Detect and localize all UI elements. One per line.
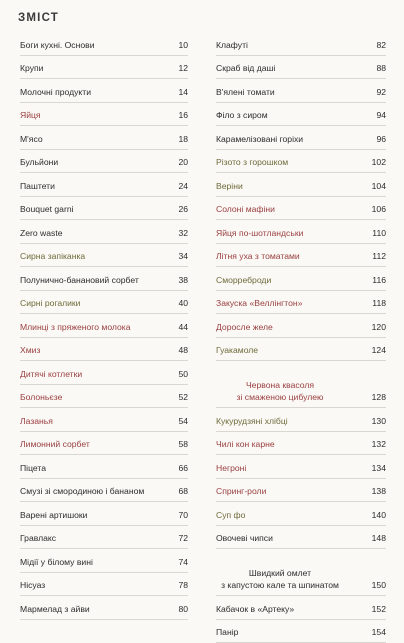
entry-page: 116 (368, 274, 386, 286)
entry-page: 68 (170, 485, 188, 497)
entry-title: М'ясо (20, 133, 43, 145)
entry-title: Нісуаз (20, 579, 45, 591)
entry-title: Піцета (20, 462, 46, 474)
entry-page: 148 (368, 532, 386, 544)
toc-entry[interactable] (216, 103, 386, 127)
entry-page: 140 (368, 509, 386, 521)
entry-page: 58 (170, 438, 188, 450)
entry-title: Кабачок в «Артеку» (216, 603, 294, 615)
entry-title: Яйця по-шотландськи (216, 227, 303, 239)
toc-entry[interactable] (216, 32, 386, 56)
toc-entry[interactable] (216, 314, 386, 338)
entry-page: 152 (368, 603, 386, 615)
entry-title: Гравлакс (20, 532, 56, 544)
entry-title: Полунично-банановий сорбет (20, 274, 139, 286)
toc-entry[interactable] (20, 432, 188, 456)
entry-page: 52 (170, 391, 188, 403)
entry-title: Zero waste (20, 227, 63, 239)
entry-page: 38 (170, 274, 188, 286)
entry-title: Солоні мафіни (216, 203, 275, 215)
entry-title: Панір (216, 626, 238, 638)
toc-entry[interactable] (216, 79, 386, 103)
entry-title: Сирна запіканка (20, 250, 85, 262)
entry-page: 128 (368, 391, 386, 403)
toc-entry[interactable] (216, 244, 386, 268)
contents-left-column (20, 32, 188, 620)
entry-page: 150 (368, 579, 386, 591)
page-title: ЗМІСТ (18, 12, 59, 24)
toc-entry[interactable] (216, 150, 386, 174)
entry-title: Закуска «Веллінгтон» (216, 297, 302, 309)
toc-entry[interactable] (20, 338, 188, 362)
toc-entry[interactable] (20, 126, 188, 150)
toc-entry[interactable] (20, 197, 188, 221)
entry-page: 70 (170, 509, 188, 521)
entry-title: Паштети (20, 180, 55, 192)
entry-page: 106 (368, 203, 386, 215)
entry-page: 10 (170, 39, 188, 51)
entry-page: 32 (170, 227, 188, 239)
entry-title: Мідії у білому вині (20, 556, 93, 568)
toc-entry[interactable] (216, 455, 386, 479)
entry-title: Дитячі котлетки (20, 368, 82, 380)
toc-entry[interactable] (20, 56, 188, 80)
entry-title: Літня уха з томатами (216, 250, 300, 262)
entry-page: 92 (368, 86, 386, 98)
toc-entry[interactable] (216, 361, 386, 408)
entry-page: 96 (368, 133, 386, 145)
entry-title: Гуакамоле (216, 344, 258, 356)
entry-title: Молочні продукти (20, 86, 91, 98)
entry-title: В'ялені томати (216, 86, 275, 98)
entry-page: 16 (170, 109, 188, 121)
toc-entry[interactable] (20, 267, 188, 291)
entry-title: Швидкий омлет з капустою кале та шпинатом (216, 567, 344, 591)
entry-page: 154 (368, 626, 386, 638)
entry-title: Лимонний сорбет (20, 438, 90, 450)
entry-page: 82 (368, 39, 386, 51)
toc-entry[interactable] (20, 408, 188, 432)
entry-page: 134 (368, 462, 386, 474)
toc-entry[interactable] (216, 479, 386, 503)
entry-title: Карамелізовані горіхи (216, 133, 303, 145)
toc-entry[interactable] (216, 432, 386, 456)
entry-title: Мармелад з айви (20, 603, 90, 615)
toc-entry[interactable] (216, 220, 386, 244)
toc-entry[interactable] (20, 32, 188, 56)
entry-page: 72 (170, 532, 188, 544)
entry-page: 12 (170, 62, 188, 74)
entry-title: Бульйони (20, 156, 58, 168)
toc-entry[interactable] (216, 173, 386, 197)
entry-page: 26 (170, 203, 188, 215)
entry-title: Боги кухні. Основи (20, 39, 95, 51)
toc-entry[interactable] (20, 573, 188, 597)
entry-page: 14 (170, 86, 188, 98)
entry-title: Смузі зі смородиною і бананом (20, 485, 144, 497)
entry-page: 124 (368, 344, 386, 356)
toc-entry[interactable] (20, 220, 188, 244)
entry-title: Крупи (20, 62, 43, 74)
entry-page: 88 (368, 62, 386, 74)
entry-page: 110 (368, 227, 386, 239)
toc-entry[interactable] (20, 150, 188, 174)
entry-page: 20 (170, 156, 188, 168)
toc-entry[interactable] (216, 291, 386, 315)
entry-page: 54 (170, 415, 188, 427)
entry-page: 138 (368, 485, 386, 497)
entry-title: Негроні (216, 462, 246, 474)
toc-entry[interactable] (20, 361, 188, 385)
entry-page: 48 (170, 344, 188, 356)
entry-page: 24 (170, 180, 188, 192)
toc-entry[interactable] (216, 549, 386, 596)
entry-page: 44 (170, 321, 188, 333)
entry-page: 50 (170, 368, 188, 380)
toc-entry[interactable] (216, 620, 386, 643)
toc-entry[interactable] (20, 173, 188, 197)
toc-entry[interactable] (20, 455, 188, 479)
toc-entry[interactable] (20, 385, 188, 409)
entry-title: Овочеві чипси (216, 532, 273, 544)
entry-title: Хмиз (20, 344, 40, 356)
toc-entry[interactable] (20, 596, 188, 620)
toc-entry[interactable] (20, 502, 188, 526)
entry-title: Bouquet garni (20, 203, 74, 215)
entry-page: 102 (368, 156, 386, 168)
toc-entry[interactable] (216, 267, 386, 291)
entry-title: Суп фо (216, 509, 245, 521)
entry-page: 104 (368, 180, 386, 192)
entry-title: Лазанья (20, 415, 53, 427)
entry-page: 120 (368, 321, 386, 333)
entry-page: 130 (368, 415, 386, 427)
entry-page: 80 (170, 603, 188, 615)
entry-title: Кукурудзяні хлібці (216, 415, 288, 427)
entry-title: Веріни (216, 180, 243, 192)
toc-entry[interactable] (20, 103, 188, 127)
entry-title: Чилі кон карне (216, 438, 275, 450)
contents-right-column (216, 32, 386, 643)
entry-page: 78 (170, 579, 188, 591)
entry-page: 40 (170, 297, 188, 309)
toc-entry[interactable] (216, 338, 386, 362)
toc-entry[interactable] (216, 56, 386, 80)
entry-title: Сирні рогалики (20, 297, 81, 309)
toc-entry[interactable] (20, 291, 188, 315)
entry-page: 94 (368, 109, 386, 121)
entry-page: 132 (368, 438, 386, 450)
entry-title: Клафуті (216, 39, 248, 51)
toc-entry[interactable] (216, 526, 386, 550)
entry-title: Різото з горошком (216, 156, 288, 168)
toc-entry[interactable] (20, 479, 188, 503)
entry-title: Філо з сиром (216, 109, 268, 121)
entry-title: Варені артишоки (20, 509, 87, 521)
toc-entry[interactable] (216, 596, 386, 620)
toc-entry[interactable] (20, 244, 188, 268)
toc-entry[interactable] (216, 197, 386, 221)
entry-title: Скраб від даші (216, 62, 275, 74)
entry-page: 34 (170, 250, 188, 262)
entry-page: 66 (170, 462, 188, 474)
entry-page: 118 (368, 297, 386, 309)
entry-page: 112 (368, 250, 386, 262)
entry-title: Спринг-роли (216, 485, 266, 497)
entry-page: 18 (170, 133, 188, 145)
toc-entry[interactable] (20, 79, 188, 103)
entry-title: Болоньєзе (20, 391, 62, 403)
toc-entry[interactable] (20, 314, 188, 338)
toc-entry[interactable] (216, 126, 386, 150)
entry-title: Доросле желе (216, 321, 273, 333)
entry-title: Млинці з пряженого молока (20, 321, 131, 333)
toc-entry[interactable] (216, 502, 386, 526)
entry-title: Яйця (20, 109, 41, 121)
toc-entry[interactable] (20, 549, 188, 573)
entry-title: Сморреброди (216, 274, 271, 286)
toc-entry[interactable] (216, 408, 386, 432)
entry-page: 74 (170, 556, 188, 568)
toc-entry[interactable] (20, 526, 188, 550)
entry-title: Червона квасоля зі смаженою цибулею (216, 379, 344, 403)
